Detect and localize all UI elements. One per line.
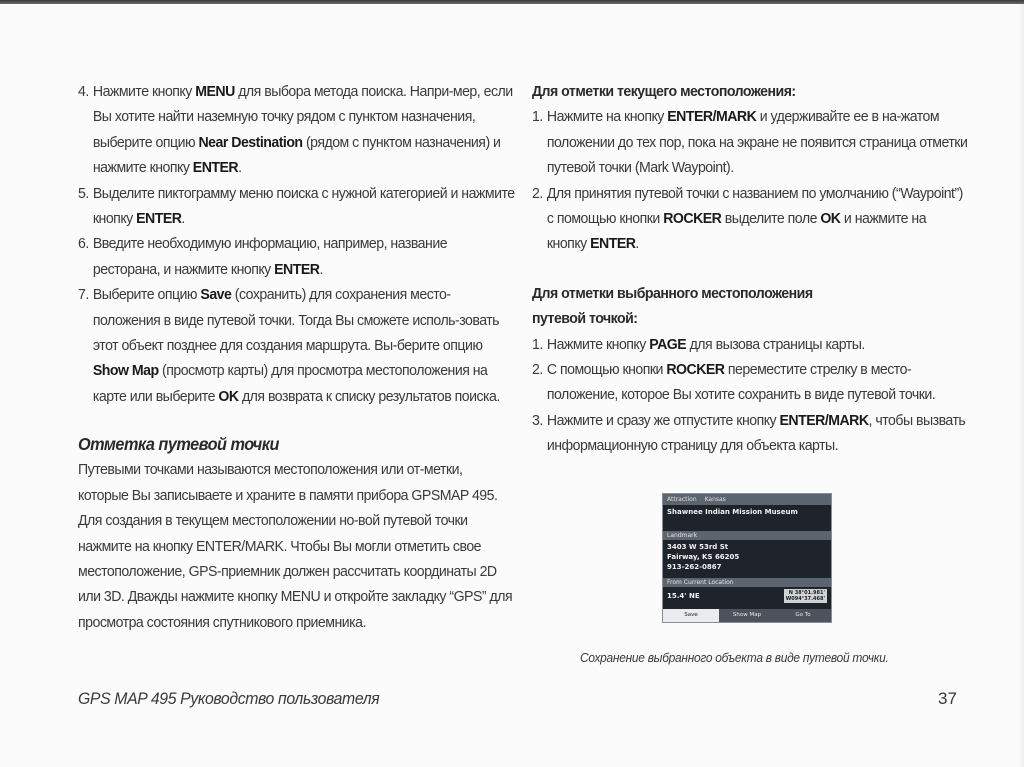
step-text: (сохранить) для сохранения место-положения в виде путевой точки. Тогда Вы сможете исполь-зовать этот объект позднее для создания маршрута. Вы-берите опцию — [92, 286, 500, 355]
step-item — [78, 231, 515, 282]
step-item — [78, 79, 515, 181]
step-number: 4. — [78, 83, 89, 100]
step-text: (рядом с пунктом назначения) и нажмите кнопку — [92, 133, 501, 177]
step-keyword: ROCKER — [666, 361, 725, 379]
step-keyword: PAGE — [649, 335, 687, 353]
step-number: 1. — [532, 108, 543, 126]
step-number: 3. — [532, 411, 543, 429]
step-number: 6. — [78, 235, 89, 253]
step-text: переместите стрелку в место-положение, которое Вы хотите сохранить в виде путевой точки. — [546, 361, 936, 404]
gps-screen-image — [662, 493, 832, 623]
step-keyword: ROCKER — [663, 210, 722, 228]
step-text: и нажмите на кнопку — [546, 210, 927, 253]
gps-coordinates — [784, 589, 827, 603]
step-text: . — [635, 235, 639, 253]
heading-current-location: Для отметки текущего местоположения: — [532, 83, 796, 100]
step-keyword: ENTER/MARK — [779, 411, 869, 429]
right-edge-shadow — [1018, 4, 1024, 767]
step-text: , чтобы вызвать информационную страницу для объекта карты. — [546, 411, 966, 455]
gps-address-line1: 3403 W 53rd St — [667, 543, 729, 551]
footer-title: GPS MAP 495 Руководство пользователя — [78, 689, 380, 708]
step-number: 7. — [78, 286, 89, 304]
step-text: Нажмите кнопку — [546, 335, 650, 353]
gps-poi-name: Shawnee Indian Mission Museum — [667, 508, 798, 516]
selected-location-steps — [532, 332, 969, 459]
step-keyword: OK — [218, 387, 239, 405]
step-text: Выделите пиктограмму меню поиска с нужной категорией и нажмите кнопку — [92, 184, 515, 228]
section-title: Отметка путевой точки — [78, 434, 279, 455]
gps-address — [663, 540, 831, 578]
gps-tab-attraction: Attraction — [667, 496, 697, 503]
step-keyword: ENTER — [590, 235, 636, 253]
step-text: для вызова страницы карты. — [686, 335, 865, 353]
step-item — [532, 408, 969, 459]
current-location-steps — [532, 104, 969, 256]
step-text: . — [181, 210, 185, 228]
step-keyword: ENTER — [274, 260, 320, 278]
step-item — [78, 181, 515, 232]
gps-direction: NE — [689, 591, 700, 600]
step-item — [532, 357, 969, 408]
step-keyword: Save — [200, 286, 232, 304]
page-number: 37 — [938, 689, 957, 708]
step-text: Нажмите на кнопку — [546, 108, 668, 126]
step-text: Введите необходимую информацию, например, название ресторана, и нажмите кнопку — [92, 235, 448, 278]
top-border — [0, 0, 1024, 4]
gps-distance-row — [663, 587, 831, 604]
step-keyword: ENTER/MARK — [667, 108, 757, 126]
step-item — [78, 282, 515, 409]
step-number: 5. — [78, 184, 89, 202]
step-text: Для принятия путевой точки с названием по умолчанию (“Waypoint”) с помощью кнопки — [546, 184, 963, 228]
step-text: для возврата к списку результатов поиска. — [238, 387, 500, 405]
gps-tabs — [663, 494, 831, 505]
right-column — [532, 79, 969, 459]
step-text: (просмотр карты) для просмотра местоположения на карте или выберите — [92, 362, 488, 405]
step-keyword: ENTER — [136, 210, 182, 228]
gps-from-label: From Current Location — [663, 578, 831, 587]
step-keyword: Show Map — [92, 362, 159, 380]
step-item — [532, 104, 969, 180]
left-steps-list — [78, 79, 515, 409]
figure-caption: Сохранение выбранного объекта в виде путевой точки. — [580, 650, 889, 665]
step-text: и удерживайте ее в на-жатом положении до тех пор, пока на экране не появится страница отметки путевой точки (Mark Waypoint). — [546, 108, 968, 177]
step-text: выделите поле — [721, 210, 821, 228]
step-text: Нажмите кнопку — [92, 83, 196, 100]
step-keyword: ENTER — [192, 159, 239, 177]
step-number: 2. — [532, 361, 543, 379]
step-text: Выберите опцию — [92, 286, 201, 304]
step-text: для выбора метода поиска. Напри-мер, если Вы хотите найти наземную точку рядом с пунктом назначения, выберите опцию — [92, 83, 513, 151]
gps-tab-kansas: Kansas — [704, 496, 726, 503]
gps-lon: W094°37.468' — [785, 595, 825, 602]
gps-phone: 913-262-0867 — [667, 563, 722, 571]
gps-distance: 15.4' — [667, 591, 687, 600]
heading-selected-location-line2: путевой точкой: — [532, 310, 638, 328]
gps-address-line2: Fairway, KS 66205 — [667, 553, 740, 561]
left-column — [78, 79, 515, 635]
step-text: Нажмите и сразу же отпустите кнопку — [546, 411, 780, 429]
step-keyword: MENU — [195, 83, 235, 100]
spacer — [532, 257, 969, 281]
step-keyword: Near Destination — [198, 133, 303, 151]
gps-show-map-button: Show Map — [719, 609, 775, 622]
step-keyword: OK — [820, 210, 841, 228]
gps-landmark-label: Landmark — [663, 531, 831, 540]
gps-lat: N 38°01.981' — [788, 589, 825, 596]
step-text: С помощью кнопки — [546, 361, 667, 379]
gps-go-to-button: Go To — [775, 609, 831, 622]
gps-buttons — [663, 609, 831, 622]
step-item — [532, 332, 969, 357]
step-number: 1. — [532, 335, 543, 353]
step-text: . — [238, 159, 242, 177]
heading-selected-location-line1: Для отметки выбранного местоположения — [532, 284, 813, 302]
gps-save-button: Save — [663, 609, 719, 622]
step-number: 2. — [532, 184, 543, 202]
step-item — [532, 181, 969, 257]
step-text: . — [319, 260, 323, 278]
section-body: Путевыми точками называются местоположения или от-метки, которые Вы записываете и храните в памяти прибора GPSMAP 495. Для создания в текущем местоположении но-вой путевой точки нажмите на кнопку ENTER/MARK. Чтобы Вы могли отметить свое местоположение, GPS-приемник должен рассчитать координаты 2D или 3D. Дважды нажмите кнопку MENU и откройте закладку “GPS” для просмотра состояния спутникового приемника. — [78, 461, 513, 631]
